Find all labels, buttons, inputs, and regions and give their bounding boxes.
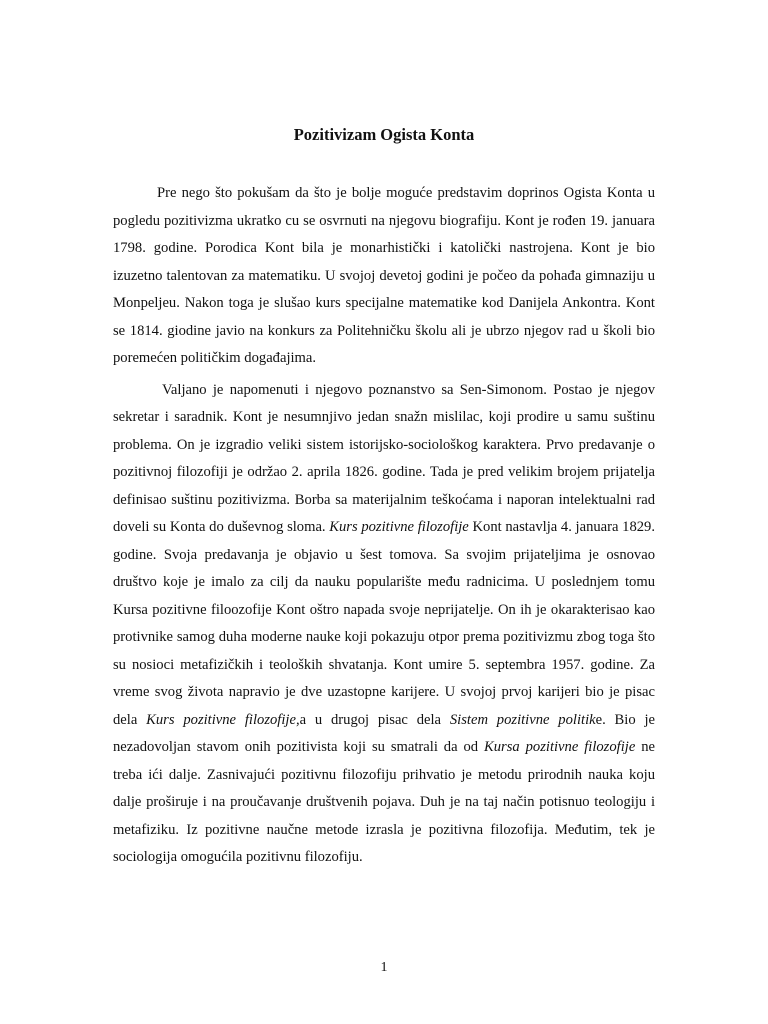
book-title-italic: Kurs pozitivne filozofije [146,711,296,728]
paragraph-text: Valjano je napomenuti i njegovo poznanstvo sa Sen-Simonom. Postao je njegov sekretar i saradnik. Kont je nesumnjivo jedan snažn mislilac, koji prodire u samu suštinu problema. On je izgradio veliki sistem istorijsko-sociološkog karaktera. Prvo predavanje o pozitivnoj filozofiji je održao 2. aprila 1826. godine. Tada je pred velikim brojem prijatelja definisao suštinu pozitivizma. Borba sa materijalnim teškoćama i naporan intelektualni rad doveli su Konta do duševnog sloma. [113,381,655,535]
page-title: Pozitivizam Ogista Konta [293,125,475,144]
book-title-italic: Sistem pozitivne politik [449,711,596,728]
page-number: 1 [380,960,388,975]
book-title-italic: Kursa pozitivne filozofije [484,739,636,755]
paragraph-text: ,a u drugoj pisac dela [295,711,442,728]
paragraph-text: ne treba ići dalje. Zasnivajući pozitivnu filozofiju prihvatio je metodu prirodnih nauka koju dalje proširuje i na proučavanje društvenih pojava. Duh je na taj način potisnuo teologiju i metafiziku. Iz pozitivne naučne metode izrasla je pozitivna filozofija. Međutim, tek je sociologija omogućila pozitivnu filozofiju. [113,739,656,865]
paragraph-biography: Pre nego što pokušam da što je bolje moguće predstavim doprinos Ogista Konta u pogledu pozitivizma ukratko cu se osvrnuti na njegovu biografiju. Kont je rođen 19. januara 1798. godine. Porodica Kont bila je monarhistički i katolički nastrojena. Kont je bio izuzetno talentovan za matematiku. U svojoj devetoj godini je počeo da pohađa gimnaziju u Monpeljeu. Nakon toga je slušao kurs specijalne matematike kod Danijela Ankontra. Kont se 1814. giodine javio na konkurs za Politehničku školu ali je ubrzo njegov rad u školi bio poremećen političkim događajima. [113,185,655,366]
book-title-italic: Kurs pozitivne filozofije [329,519,469,535]
document-body [113,180,655,872]
paragraph-career [113,377,655,872]
paragraph-text: e. Bio je nezadovoljan stavom onih pozitivista koji su smatrali da od [113,711,655,755]
paragraph-text: Kont nastavlja 4. januara 1829. godine. Svoja predavanja je objavio u šest tomova. Sa svojim prijateljima je osnovao društvo koje je imalo za cilj da nauku popularište među radnicima. U poslednjem tomu Kursa pozitivne filoozofije Kont oštro napada svoje neprijatelje. On ih je okarakterisao kao protivnike samog duha moderne nauke koji pokazuju otpor prema pozitivizmu zbog toga što su nosioci metafizičkih i teoloških shvatanja. Kont umire 5. septembra 1957. godine. Za vreme svog života napravio je dve uzastopne karijere. U svojoj prvoj karijeri bio je pisac dela [113,519,655,728]
